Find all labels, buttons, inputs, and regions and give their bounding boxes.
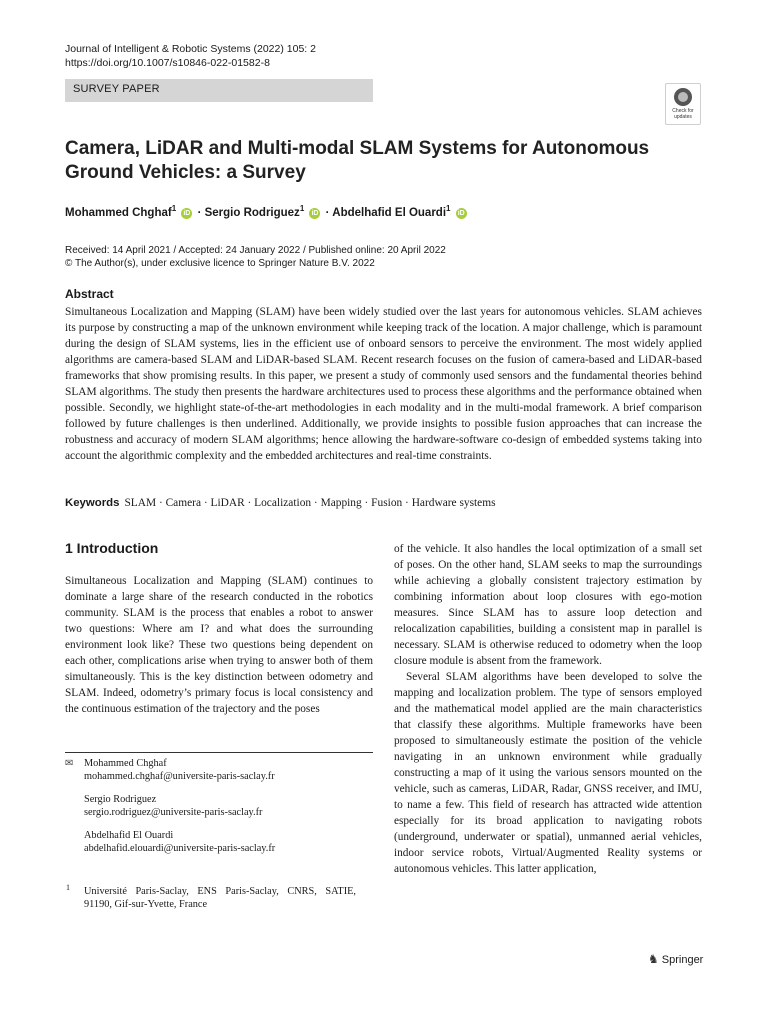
- author-name: Sergio Rodriguez: [204, 206, 300, 219]
- contact-entry: [84, 793, 374, 819]
- author-list: [65, 204, 469, 219]
- intro-paragraph: of the vehicle. It also handles the local optimization of a small set of poses. On the other hand, SLAM seeks to map the surroundings while achieving a globally consistent trajectory estimation by combining information about loop closures with ego-motion measures. Since SLAM has to assure loop detection and relocalization capabilities, building a consistent map in parallel is necessary. SLAM is otherwise reduced to odometry when the loop closure module is absent from the framework.: [394, 543, 702, 667]
- contact-email[interactable]: mohammed.chghaf@universite-paris-saclay.fr: [84, 771, 275, 782]
- check-updates-icon: [674, 88, 692, 106]
- article-type-band: [65, 79, 373, 102]
- author-affiliation-mark: 1: [299, 204, 305, 213]
- section-heading-introduction: 1 Introduction: [65, 540, 159, 556]
- author-separator: ·: [197, 206, 202, 219]
- history-dates: Received: 14 April 2021 / Accepted: 24 January 2022 / Published online: 20 April 2022: [65, 245, 446, 256]
- copyright-notice: © The Author(s), under exclusive licence to Springer Nature B.V. 2022: [65, 258, 375, 269]
- affiliation-text: Université Paris-Saclay, ENS Paris-Saclay, CNRS, SATIE, 91190, Gif-sur-Yvette, France: [84, 886, 356, 910]
- keywords-heading: Keywords: [65, 497, 120, 509]
- author-affiliation-mark: 1: [171, 204, 177, 213]
- contact-email[interactable]: abdelhafid.elouardi@universite-paris-saclay.fr: [84, 843, 276, 854]
- journal-citation: Journal of Intelligent & Robotic Systems (2022) 105: 2: [65, 43, 316, 55]
- springer-horse-icon: ♞: [648, 952, 659, 966]
- envelope-icon: ✉: [65, 758, 74, 769]
- check-updates-label: Check for updates: [672, 108, 694, 120]
- orcid-icon[interactable]: iD: [183, 209, 191, 217]
- publication-dates: [65, 244, 446, 270]
- intro-paragraph: Several SLAM algorithms have been developed to solve the mapping and localization problem. The type of sensors employed and the mathematical model applied are the main characteristics that classify these algorithms. Multiple frameworks have been proposed to simultaneously estimate the position of the vehicle navigating in an unknown environment while gradually constructing a map of it using the various sensors mounted on the vehicle, such as cameras, LiDAR, Radar, GNSS receiver, and IMU, to name a few. This field of research has attracted wide attention especially for its broad application to navigating robots (underground, underwater or spatial), unmanned aerial vehicles, indoor service robots, Virtual/Augmented Reality systems or autonomous vehicles. This latter application,: [394, 671, 702, 875]
- keywords-list: SLAM · Camera · LiDAR · Localization · Mapping · Fusion · Hardware systems: [124, 497, 496, 509]
- corresponding-contacts: [84, 757, 374, 865]
- author-name: Abdelhafid El Ouardi: [332, 206, 447, 219]
- journal-header: [65, 42, 316, 70]
- orcid-icon[interactable]: iD: [311, 209, 319, 217]
- author-separator: ·: [325, 206, 330, 219]
- affiliation-number: 1: [66, 883, 70, 892]
- article-type-label: SURVEY PAPER: [73, 83, 160, 95]
- right-column-body: [394, 541, 702, 877]
- author-affiliation-mark: 1: [446, 204, 451, 213]
- publisher-name: Springer: [661, 954, 704, 966]
- publisher-mark: [648, 952, 703, 966]
- contact-name: Abdelhafid El Ouardi: [84, 830, 174, 841]
- doi-link[interactable]: https://doi.org/10.1007/s10846-022-01582-8: [65, 57, 270, 69]
- contact-name: Sergio Rodriguez: [84, 794, 157, 805]
- abstract-text: Simultaneous Localization and Mapping (SLAM) have been widely studied over the last years for autonomous vehicles. SLAM achieves its purpose by constructing a map of the unknown environment while keeping track of the location. A major challenge, which is paramount during the design of SLAM systems, lies in the efficient use of onboard sensors to perceive the environment. The most widely applied algorithms are camera-based SLAM and LiDAR-based SLAM. Recent research focuses on the fusion of camera-based and LiDAR-based frameworks that show promising results. In this paper, we present a study of commonly used sensors and the fundamental theories behind SLAM algorithms. The study then presents the hardware architectures used to process these algorithms and the performance obtained when possible. Secondly, we highlight state-of-the-art methodologies in each modality and in the multi-modal framework. A brief comparison followed by future challenges is then underlined. Additionally, we provide insights to possible fusion approaches that can increase the robustness and accuracy of modern SLAM algorithms; hence allowing the hardware-software co-design of embedded systems taking into account the algorithmic complexity and the embedded architectures and real-time constraints.: [65, 306, 702, 462]
- author-name: Mohammed Chghaf: [65, 206, 172, 219]
- contact-name: Mohammed Chghaf: [84, 758, 167, 769]
- intro-paragraph: Simultaneous Localization and Mapping (SLAM) continues to dominate a large share of the research conducted in the robotics community. SLAM is the process that enables a robot to answer two questions: Where am I? and what does the surrounding environment look like? These two questions being dependent on each other, complications arise when trying to answer both of them simultaneously. This is the key distinction between odometry and SLAM. Indeed, odometry’s primary focus is local consistency and the continuous estimation of the trajectory and the poses: [65, 575, 373, 715]
- contact-entry: [84, 829, 374, 855]
- abstract-heading: Abstract: [65, 287, 114, 301]
- left-column-body: [65, 573, 373, 717]
- orcid-icon[interactable]: iD: [457, 209, 465, 217]
- footnote-divider: [65, 752, 373, 753]
- paper-title: Camera, LiDAR and Multi-modal SLAM Systems for Autonomous Ground Vehicles: a Survey: [65, 138, 650, 183]
- contact-entry: [84, 757, 374, 783]
- contact-email[interactable]: sergio.rodriguez@universite-paris-saclay.fr: [84, 807, 263, 818]
- check-for-updates-badge[interactable]: [665, 83, 701, 125]
- keywords: [65, 497, 496, 509]
